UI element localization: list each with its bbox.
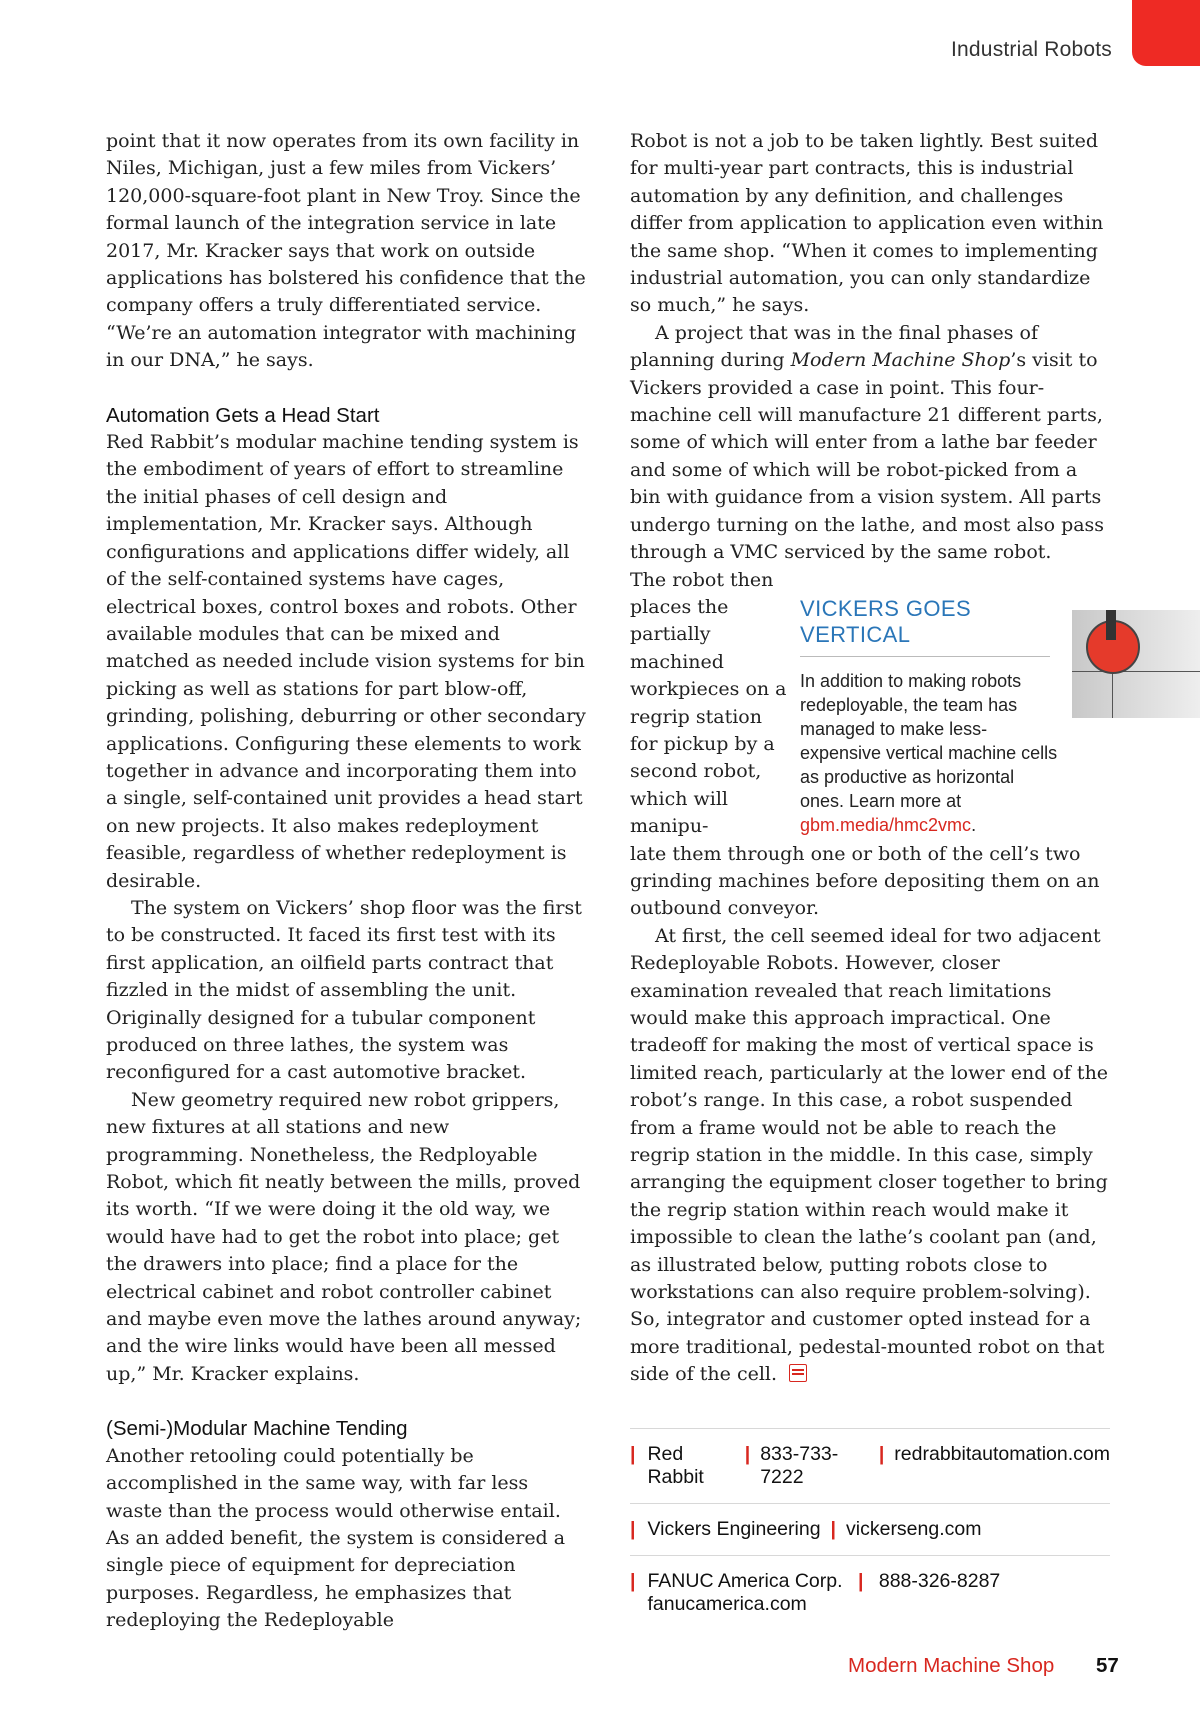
text-span: At first, the cell seemed ideal for two adjacent Redeployable Robots. However, closer examination revealed that reach limitations would make this approach impractical. One tradeoff for making the most of vertical space is limited reach, particularly at the lower end of the robot’s range. In this case, a robot suspended from a frame would not be able to reach the regrip station in the middle. In this case, simply arranging the equipment closer together to bring the regrip station within reach would make it impossible to clean the lathe’s coolant pan (and, as illustrated below, putting robots close to workstations can also require problem-solving). So, integrator and customer opted instead for a more traditional, pedestal-mounted robot on that side of the cell.: [630, 924, 1109, 1386]
paragraph-wrapped: The robot then places the partially machined workpieces on a regrip station for pickup by a second robot, which will manipu-: [630, 568, 787, 838]
contact-row: | Red Rabbit | 833-733-7222 | redrabbitautomation.com: [630, 1428, 1110, 1503]
sidebar-text: [800, 669, 1060, 837]
subheading: Automation Gets a Head Start: [106, 403, 380, 427]
contact-row: | FANUC America Corp. | 888-326-8287 fanucamerica.com: [630, 1555, 1110, 1630]
paragraph: Red Rabbit’s modular machine tending system is the embodiment of years of effort to streamline the initial phases of cell design and implementation, Mr. Kracker says. Although configurations and applications differ widely, all of the self-contained systems have cages, electrical boxes, control boxes and robots. Other available modules that can be mixed and matched as needed include vision systems for bin picking as well as stations for part blow-off, grinding, polishing, deburring or other secondary applications. Configuring these elements to work together in advance and incorporating them into a single, self-contained unit provides a head start on new projects. It also makes redeployment feasible, regardless of whether redeployment is desirable.: [106, 431, 586, 892]
paragraph: [630, 923, 1110, 1389]
paragraph: The system on Vickers’ shop floor was the first to be constructed. It faced its first test with its first application, an oilfield parts contract that fizzled in the midst of assembling the unit. Originally designed for a tubular component produced on three lathes, the system was reconfigured for a cast automotive bracket.: [106, 896, 582, 1084]
sidebar-box: [800, 596, 1060, 837]
sidebar-title: VICKERS GOES VERTICAL: [800, 596, 1050, 657]
contact-phone: 888-326-8287: [878, 1570, 1001, 1592]
contacts-list: [630, 1428, 1110, 1630]
paragraph: late them through one or both of the cell’s two grinding machines before depositing them on an outbound conveyor.: [630, 842, 1100, 920]
page-number: 57: [1096, 1654, 1119, 1677]
contact-link[interactable]: fanucamerica.com: [647, 1593, 807, 1615]
contact-phone: 833-733-7222: [760, 1443, 839, 1488]
contact-name: Vickers Engineering: [647, 1518, 821, 1540]
paragraph: [630, 320, 1110, 567]
paragraph: Robot is not a job to be taken lightly. Best suited for multi-year part contracts, this is industrial automation by any definition, and challenges differ from application to application even within the same shop. “When it comes to implementing industrial automation, you can only standardize so much,” he says.: [630, 130, 1104, 317]
contact-link[interactable]: redrabbitautomation.com: [894, 1443, 1110, 1465]
paragraph: Another retooling could potentially be accomplished in the same way, with far less waste than the process would otherwise entail. As an added benefit, the system is considered a single piece of equipment for depreciation purposes. Regardless, he emphasizes that redeploying the Redeployable: [106, 1444, 566, 1632]
paragraph: New geometry required new robot grippers, new fixtures at all stations and new programming. Nonetheless, the Redployable Robot, which fit neatly between the mills, proved its worth. “If we were doing it the old way, we would have had to get the robot into place; get the drawers into place; find a place for the electrical cabinet and robot controller cabinet and maybe even move the lathes around anyway; and the wire links would have been all messed up,” Mr. Kracker explains.: [106, 1088, 582, 1385]
publication-name: Modern Machine Shop: [790, 349, 1011, 372]
contact-link[interactable]: vickerseng.com: [846, 1518, 982, 1540]
text-span: ’s visit to Vickers provided a case in point. This four-machine cell will manufacture 21 different parts, some of which will enter from a lathe bar feeder and some of which will be robot-picked from a bin with guidance from a vision system. All parts undergo turning on the lathe, and most also pass through a VMC serviced by the same robot.: [630, 349, 1105, 564]
text-span: A project that was in the final phases of planning during: [630, 321, 1038, 372]
section-title: Industrial Robots: [951, 38, 1112, 61]
sidebar-link[interactable]: gbm.media/hmc2vmc: [800, 815, 972, 835]
contact-name: FANUC America Corp.: [647, 1570, 843, 1592]
left-column: [106, 128, 586, 1635]
end-mark-icon: [789, 1364, 807, 1382]
section-tab: [1132, 0, 1200, 66]
paragraph: point that it now operates from its own facility in Niles, Michigan, just a few miles from Vickers’ 120,000-square-foot plant in New Troy. Since the formal launch of the integration service in late 2017, Mr. Kracker says that work on outside applications has bolstered his confidence that the company offers a truly differentiated service. “We’re an automation integrator with machining in our DNA,” he says.: [106, 130, 586, 372]
contact-row: | Vickers Engineering | vickerseng.com: [630, 1503, 1110, 1555]
robot-graphic-icon: [1072, 610, 1200, 718]
contact-name: Red Rabbit: [647, 1443, 704, 1488]
footer-magazine: Modern Machine Shop: [848, 1654, 1055, 1677]
text-span: .: [971, 815, 977, 835]
subheading: (Semi-)Modular Machine Tending: [106, 1417, 408, 1441]
text-span: In addition to making robots redeployable, the team has managed to make less-expensive vertical machine cells as productive as horizontal ones. Learn more at: [800, 671, 1058, 811]
